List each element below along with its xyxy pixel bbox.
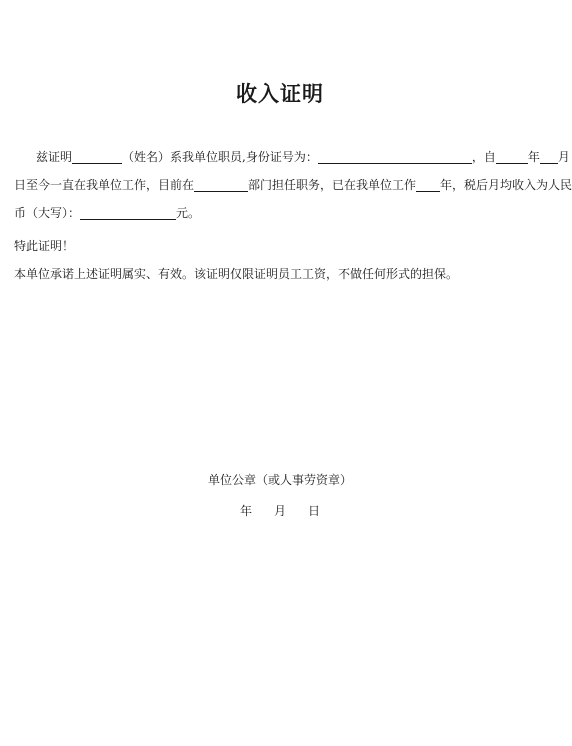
text-income: 年，税后月均收入为人民 <box>440 178 572 192</box>
document-title: 收入证明 <box>236 82 324 106</box>
paragraph-line-2 <box>14 171 572 199</box>
certification-paragraph <box>14 143 572 227</box>
closing-line: 特此证明！ <box>14 239 75 253</box>
text-from: ，自 <box>471 150 496 164</box>
paragraph-line-3 <box>14 199 550 227</box>
name-blank[interactable] <box>72 149 122 164</box>
text-department: 部门担任职务，已在我单位工作 <box>248 178 417 192</box>
years-worked-blank[interactable] <box>416 177 440 192</box>
start-month-blank[interactable] <box>540 149 558 164</box>
date-month: 月 <box>273 504 286 518</box>
text-certify: 兹证明 <box>36 150 73 164</box>
date-day: 日 <box>308 504 321 518</box>
text-currency-upper: 币（大写）： <box>14 206 81 220</box>
start-year-blank[interactable] <box>496 149 528 164</box>
guarantee-statement: 本单位承诺上述证明属实、有效。该证明仅限证明员工工资，不做任何形式的担保。 <box>14 267 459 281</box>
income-amount-blank[interactable] <box>80 205 176 220</box>
company-seal-label: 单位公章（或人事劳资章） <box>207 473 352 487</box>
text-day-until-now: 日至今一直在我单位工作，目前在 <box>14 178 195 192</box>
date-year: 年 <box>239 504 252 518</box>
text-month: 月 <box>557 150 570 164</box>
text-yuan: 元。 <box>176 206 201 220</box>
text-year: 年 <box>527 150 540 164</box>
signature-date <box>0 502 560 519</box>
id-number-blank[interactable] <box>318 149 472 164</box>
paragraph-line-1 <box>14 143 570 171</box>
text-name-id: （姓名）系我单位职员,身份证号为： <box>122 150 318 164</box>
department-blank[interactable] <box>194 177 248 192</box>
